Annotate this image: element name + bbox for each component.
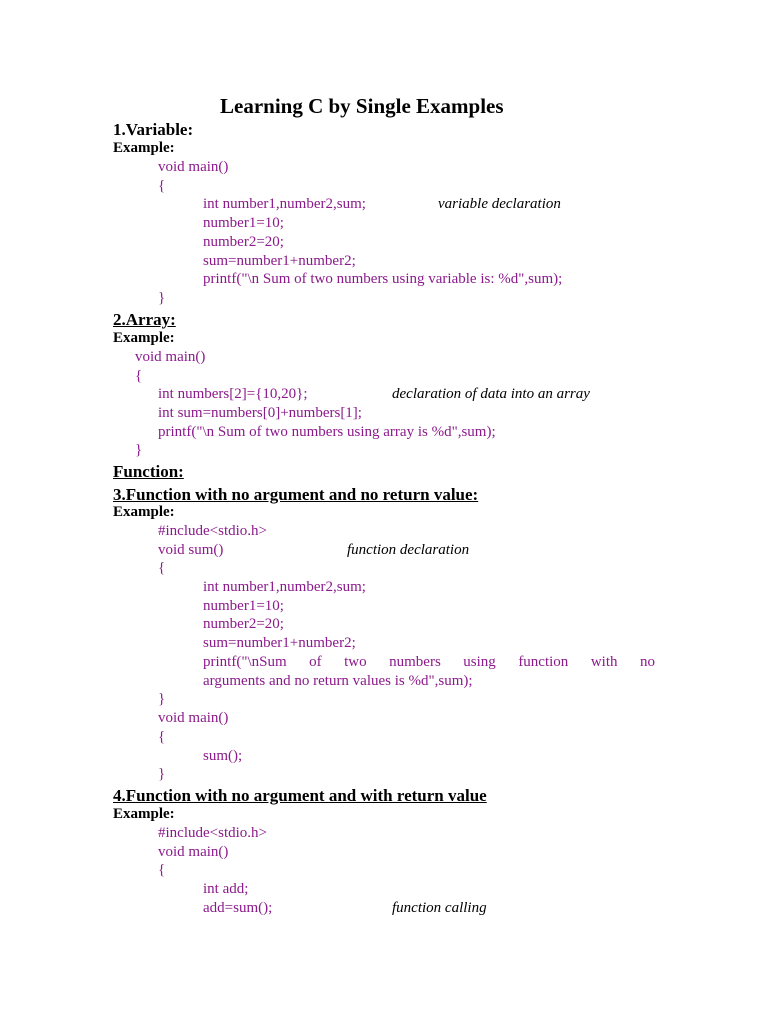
code-line: number2=20; <box>203 234 284 250</box>
code-line: void main() <box>158 844 229 860</box>
code-line: number1=10; <box>203 598 284 614</box>
code-line: #include<stdio.h> <box>158 523 267 539</box>
code-line: arguments and no return values is %d",sum); <box>203 673 473 689</box>
code-comment: function declaration <box>347 542 470 558</box>
code-line: void main() <box>135 349 206 365</box>
code-line: add=sum(); <box>203 900 273 916</box>
code-line: { <box>158 178 166 194</box>
example-label: Example: <box>113 504 175 520</box>
code-comment: function calling <box>392 900 487 916</box>
code-line: { <box>158 862 166 878</box>
code-word: no <box>639 654 655 670</box>
code-line: printf("\n Sum of two numbers using array is %d",sum); <box>158 424 496 440</box>
code-line: void sum() <box>158 542 224 558</box>
code-line: number2=20; <box>203 616 284 632</box>
section-heading-variable: 1.Variable: <box>113 120 194 139</box>
code-line: int sum=numbers[0]+numbers[1]; <box>158 405 362 421</box>
section-heading-array: 2.Array: <box>113 310 176 329</box>
example-label: Example: <box>113 806 175 822</box>
code-line: sum=number1+number2; <box>203 635 356 651</box>
code-line: int add; <box>203 881 249 897</box>
section-heading-function-no-arg-no-return: 3.Function with no argument and no return value: <box>113 485 479 504</box>
code-line: #include<stdio.h> <box>158 825 267 841</box>
code-line: sum=number1+number2; <box>203 253 356 269</box>
code-line: number1=10; <box>203 215 284 231</box>
example-label: Example: <box>113 140 175 156</box>
code-word: using <box>463 654 496 670</box>
code-line: int numbers[2]={10,20}; <box>158 386 308 402</box>
code-line: } <box>158 290 166 306</box>
code-word: with <box>590 654 618 670</box>
code-word: printf("\nSum <box>203 654 287 670</box>
code-line: } <box>135 442 143 458</box>
code-comment: declaration of data into an array <box>392 386 590 402</box>
code-line: void main() <box>158 159 229 175</box>
code-line: int number1,number2,sum; <box>203 196 366 212</box>
code-line: { <box>158 729 166 745</box>
code-line: } <box>158 691 166 707</box>
page-title: Learning C by Single Examples <box>220 94 504 118</box>
code-word: numbers <box>389 654 441 670</box>
code-word: of <box>309 654 322 670</box>
code-line: sum(); <box>203 748 243 764</box>
section-heading-function-no-arg-with-return: 4.Function with no argument and with return value <box>113 786 487 805</box>
code-line: { <box>158 560 166 576</box>
code-line: void main() <box>158 710 229 726</box>
example-label: Example: <box>113 330 175 346</box>
code-line: printf("\n Sum of two numbers using variable is: %d",sum); <box>203 271 563 287</box>
code-word: function <box>518 654 569 670</box>
code-line: int number1,number2,sum; <box>203 579 366 595</box>
code-line-justified <box>203 655 655 670</box>
code-word: two <box>344 654 367 670</box>
code-line: } <box>158 766 166 782</box>
code-line: { <box>135 368 143 384</box>
code-comment: variable declaration <box>438 196 561 212</box>
section-heading-function: Function: <box>113 462 184 481</box>
